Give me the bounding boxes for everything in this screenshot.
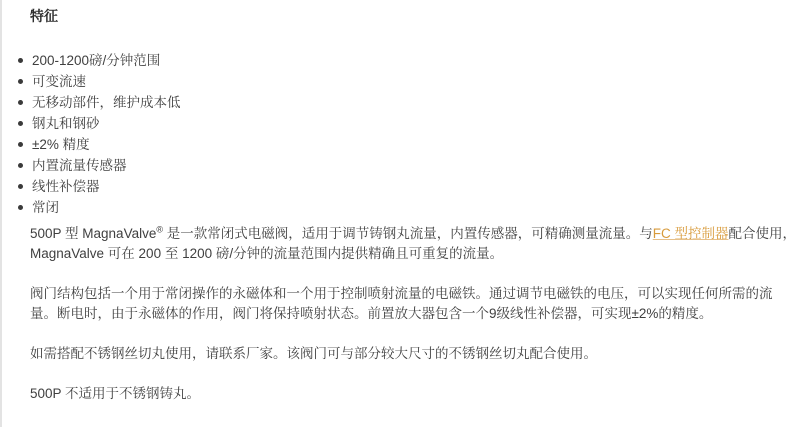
feature-item-flow-rate: 可变流速 [32,71,776,92]
paragraph-not-suitable [30,384,776,404]
feature-item-range: 200-1200磅/分钟范围 [32,50,776,71]
paragraph-stainless-wire-line-1: 如需搭配不锈钢丝切丸使用，请联系厂家。该阀门可与部分较大尺寸的不锈钢丝切丸配合使用。 [30,346,597,361]
feature-item-normally-closed: 常闭 [32,197,776,218]
section-title: 特征 [30,8,58,24]
feature-item-accuracy: ±2% 精度 [32,134,776,155]
paragraph-structure-line-2: 量。断电时，由于永磁体的作用，阀门将保持喷射状态。前置放大器包含一个9级线性补偿器，可实现±2%的精度。 [30,306,713,321]
paragraph-overview-line-1 [30,224,796,244]
feature-item-shot-grit: 钢丸和钢砂 [32,113,776,134]
overview-tail-text: 配合使用， [728,226,796,241]
feature-item-sensor: 内置流量传感器 [32,155,776,176]
paragraph-stainless-wire [30,344,776,364]
paragraph-not-suitable-line-1: 500P 不适用于不锈钢铸丸。 [30,386,201,401]
registered-trademark-symbol: ® [156,224,163,235]
fc-controller-link[interactable]: FC 型控制器 [652,226,729,241]
overview-body-text: 是一款常闭式电磁阀，适用于调节铸钢丸流量，内置传感器，可精确测量流量。与 [162,226,653,241]
features-list [30,50,776,218]
paragraph-overview [30,224,796,264]
paragraph-structure-line-1: 阀门结构包括一个用于常闭操作的永磁体和一个用于控制喷射流量的电磁铁。通过调节电磁铁的电压，可以实现任何所需的流 [30,286,773,301]
feature-item-no-moving: 无移动部件，维护成本低 [32,92,776,113]
overview-brand-text: 500P 型 MagnaValve [30,226,157,241]
paragraph-structure [30,284,776,324]
paragraph-overview-line-2: MagnaValve 可在 200 至 1200 磅/分钟的流量范围内提供精确且可重复的流量。 [30,246,504,261]
feature-item-compensator: 线性补偿器 [32,176,776,197]
